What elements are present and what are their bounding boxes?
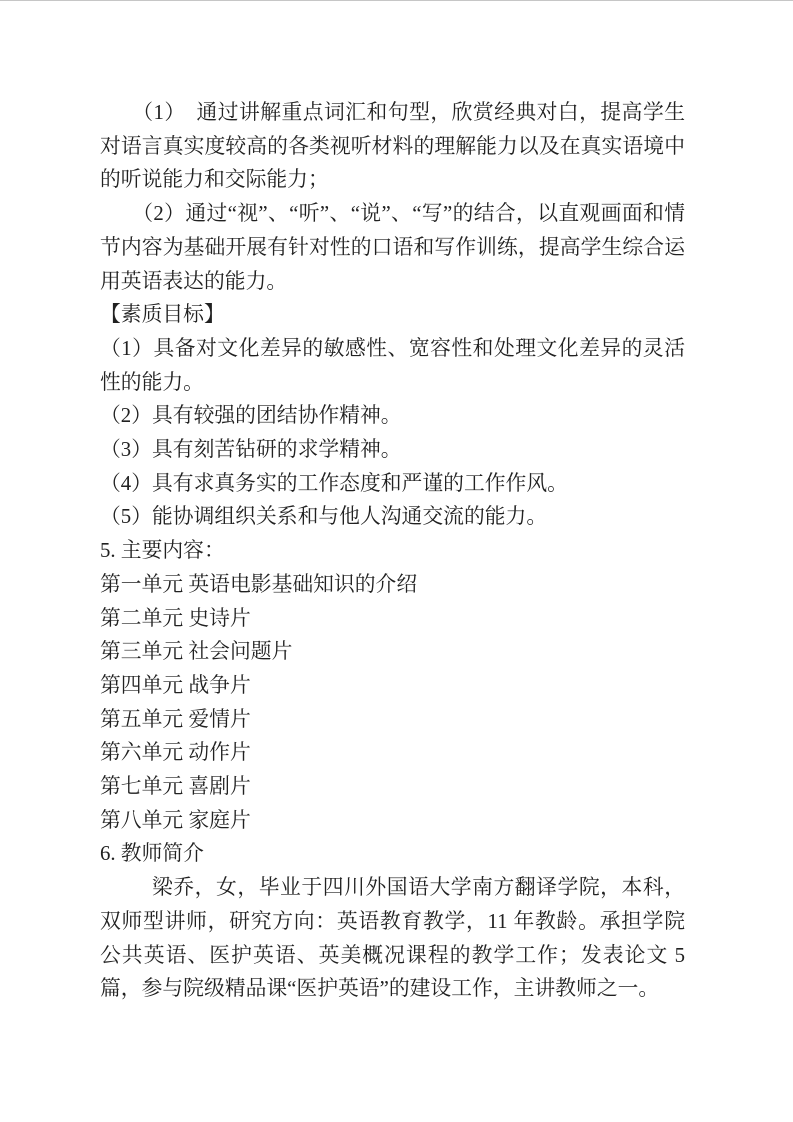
unit-list-item-1: 第一单元 英语电影基础知识的介绍	[100, 572, 418, 596]
unit-list-item-7: 第七单元 喜剧片	[100, 775, 251, 799]
ability-objective-item-1: （1） 通过讲解重点词汇和句型，欣赏经典对白，提高学生对语言真实度较高的各类视听材料的理解能力以及在真实语境中的听说能力和交际能力；	[100, 101, 685, 192]
quality-objective-item-4: （4）具有求真务实的工作态度和严谨的工作作风。	[100, 471, 568, 495]
ability-objective-item-2: （2）通过“视”、“听”、“说”、“写”的结合，以直观画面和情节内容为基础开展有针对性的口语和写作训练，提高学生综合运用英语表达的能力。	[100, 202, 685, 293]
teacher-profile-header: 6. 教师简介	[100, 842, 204, 866]
quality-objective-item-3: （3）具有刻苦钻研的求学精神。	[100, 438, 402, 462]
teacher-bio-paragraph: 梁乔，女，毕业于四川外国语大学南方翻译学院，本科，双师型讲师，研究方向：英语教育教学，11 年教龄。承担学院公共英语、医护英语、英美概况课程的教学工作；发表论文 5 篇，参与院级精品课“医护英语”的建设工作，主讲教师之一。	[100, 876, 685, 1001]
unit-list-item-4: 第四单元 战争片	[100, 673, 251, 697]
unit-list-item-5: 第五单元 爱情片	[100, 707, 251, 731]
unit-list-item-8: 第八单元 家庭片	[100, 808, 251, 832]
quality-objectives-header: 【素质目标】	[100, 303, 225, 327]
quality-objective-item-1: （1）具备对文化差异的敏感性、宽容性和处理文化差异的灵活性的能力。	[100, 336, 685, 394]
main-content-header: 5. 主要内容：	[100, 539, 225, 563]
page-top-edge	[0, 0, 793, 1]
quality-objective-item-5: （5）能协调组织关系和与他人沟通交流的能力。	[100, 505, 548, 529]
unit-list-item-6: 第六单元 动作片	[100, 741, 251, 765]
unit-list-item-3: 第三单元 社会问题片	[100, 640, 293, 664]
unit-list-item-2: 第二单元 史诗片	[100, 606, 251, 630]
quality-objective-item-2: （2）具有较强的团结协作精神。	[100, 404, 402, 428]
document-body	[100, 96, 685, 1006]
